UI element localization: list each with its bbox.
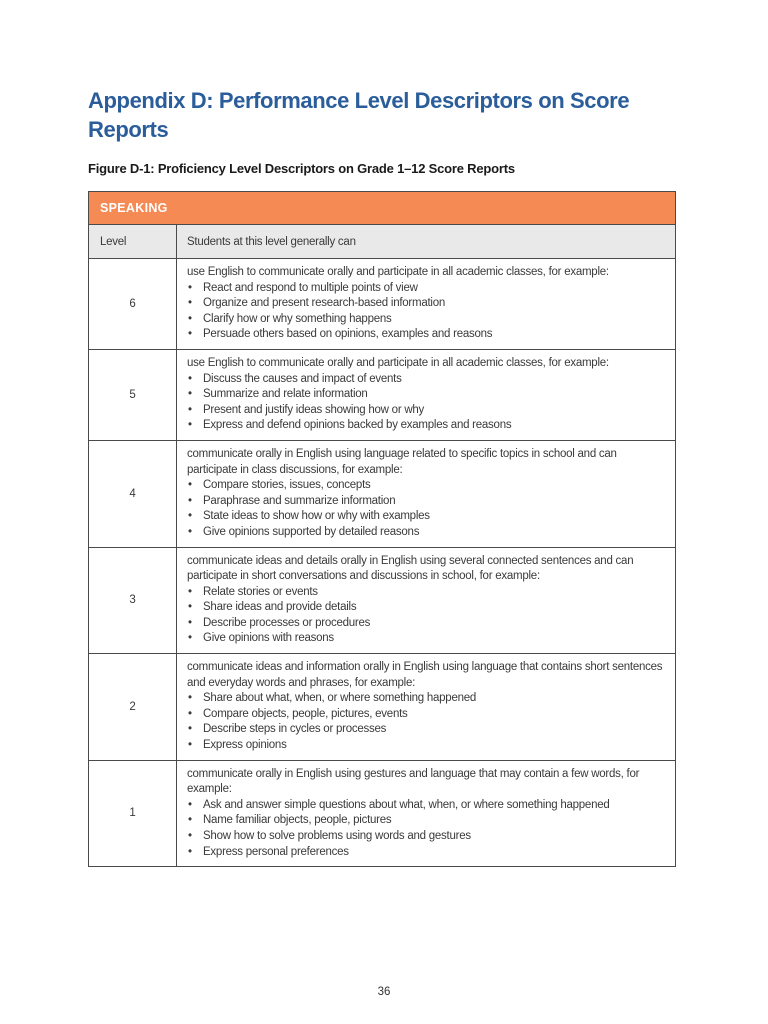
column-header-row bbox=[89, 225, 676, 259]
list-item: • Give opinions with reasons bbox=[187, 631, 667, 647]
list-item: • Share about what, when, or where something happened bbox=[187, 691, 667, 707]
list-item: • Discuss the causes and impact of events bbox=[187, 372, 667, 388]
section-header-speaking: SPEAKING bbox=[89, 192, 676, 225]
table-row bbox=[89, 760, 676, 867]
description-intro: communicate ideas and information orally in English using language that contains short sentences and everyday words and phrases, for example: bbox=[187, 661, 663, 689]
level-description bbox=[177, 760, 676, 867]
level-description bbox=[177, 440, 676, 547]
level-description bbox=[177, 654, 676, 761]
level-number: 4 bbox=[89, 440, 177, 547]
example-list bbox=[187, 281, 667, 343]
level-number: 2 bbox=[89, 654, 177, 761]
column-header-description: Students at this level generally can bbox=[177, 225, 676, 259]
example-list bbox=[187, 691, 667, 753]
list-item: • Paraphrase and summarize information bbox=[187, 494, 667, 510]
level-description bbox=[177, 259, 676, 350]
example-list bbox=[187, 372, 667, 434]
column-header-level: Level bbox=[89, 225, 177, 259]
list-item: • Describe steps in cycles or processes bbox=[187, 722, 667, 738]
list-item: • Persuade others based on opinions, examples and reasons bbox=[187, 327, 667, 343]
list-item: • Show how to solve problems using words and gestures bbox=[187, 829, 667, 845]
list-item: • Give opinions supported by detailed reasons bbox=[187, 525, 667, 541]
table-row bbox=[89, 259, 676, 350]
proficiency-descriptor-table bbox=[88, 191, 676, 867]
table-row bbox=[89, 654, 676, 761]
description-intro: communicate orally in English using gestures and language that may contain a few words, for example: bbox=[187, 767, 640, 796]
table-row bbox=[89, 547, 676, 654]
level-number: 1 bbox=[89, 760, 177, 867]
list-item: • Express opinions bbox=[187, 738, 667, 754]
list-item: • State ideas to show how or why with examples bbox=[187, 509, 667, 525]
level-number: 3 bbox=[89, 547, 177, 654]
example-list bbox=[187, 478, 667, 540]
section-header-row bbox=[89, 192, 676, 225]
example-list bbox=[187, 798, 667, 860]
table-row bbox=[89, 440, 676, 547]
description-intro: communicate ideas and details orally in English using several connected sentences and can participate in short conversations and discussions in school, for example: bbox=[187, 554, 634, 583]
list-item: • Summarize and relate information bbox=[187, 387, 667, 403]
list-item: • Relate stories or events bbox=[187, 585, 667, 601]
list-item: • Clarify how or why something happens bbox=[187, 312, 667, 328]
list-item: • Present and justify ideas showing how or why bbox=[187, 403, 667, 419]
list-item: • Compare stories, issues, concepts bbox=[187, 478, 667, 494]
example-list bbox=[187, 585, 667, 647]
level-number: 5 bbox=[89, 349, 177, 440]
description-intro: use English to communicate orally and participate in all academic classes, for example: bbox=[187, 266, 609, 278]
level-number: 6 bbox=[89, 259, 177, 350]
list-item: • Name familiar objects, people, pictures bbox=[187, 813, 667, 829]
list-item: • Express and defend opinions backed by examples and reasons bbox=[187, 418, 667, 434]
list-item: • Express personal preferences bbox=[187, 845, 667, 861]
level-description bbox=[177, 547, 676, 654]
list-item: • Describe processes or procedures bbox=[187, 616, 667, 632]
list-item: • Share ideas and provide details bbox=[187, 600, 667, 616]
list-item: • Ask and answer simple questions about what, when, or where something happened bbox=[187, 798, 667, 814]
table-row bbox=[89, 349, 676, 440]
page-title: Appendix D: Performance Level Descriptors on Score Reports bbox=[88, 88, 630, 142]
list-item: • React and respond to multiple points of view bbox=[187, 281, 667, 297]
figure-caption: Figure D-1: Proficiency Level Descriptors on Grade 1–12 Score Reports bbox=[88, 161, 515, 176]
list-item: • Organize and present research-based information bbox=[187, 296, 667, 312]
list-item: • Compare objects, people, pictures, events bbox=[187, 707, 667, 723]
page-number: 36 bbox=[377, 986, 391, 998]
level-description bbox=[177, 349, 676, 440]
description-intro: communicate orally in English using language related to specific topics in school and can participate in class discussions, for example: bbox=[187, 447, 617, 476]
description-intro: use English to communicate orally and participate in all academic classes, for example: bbox=[187, 356, 609, 369]
